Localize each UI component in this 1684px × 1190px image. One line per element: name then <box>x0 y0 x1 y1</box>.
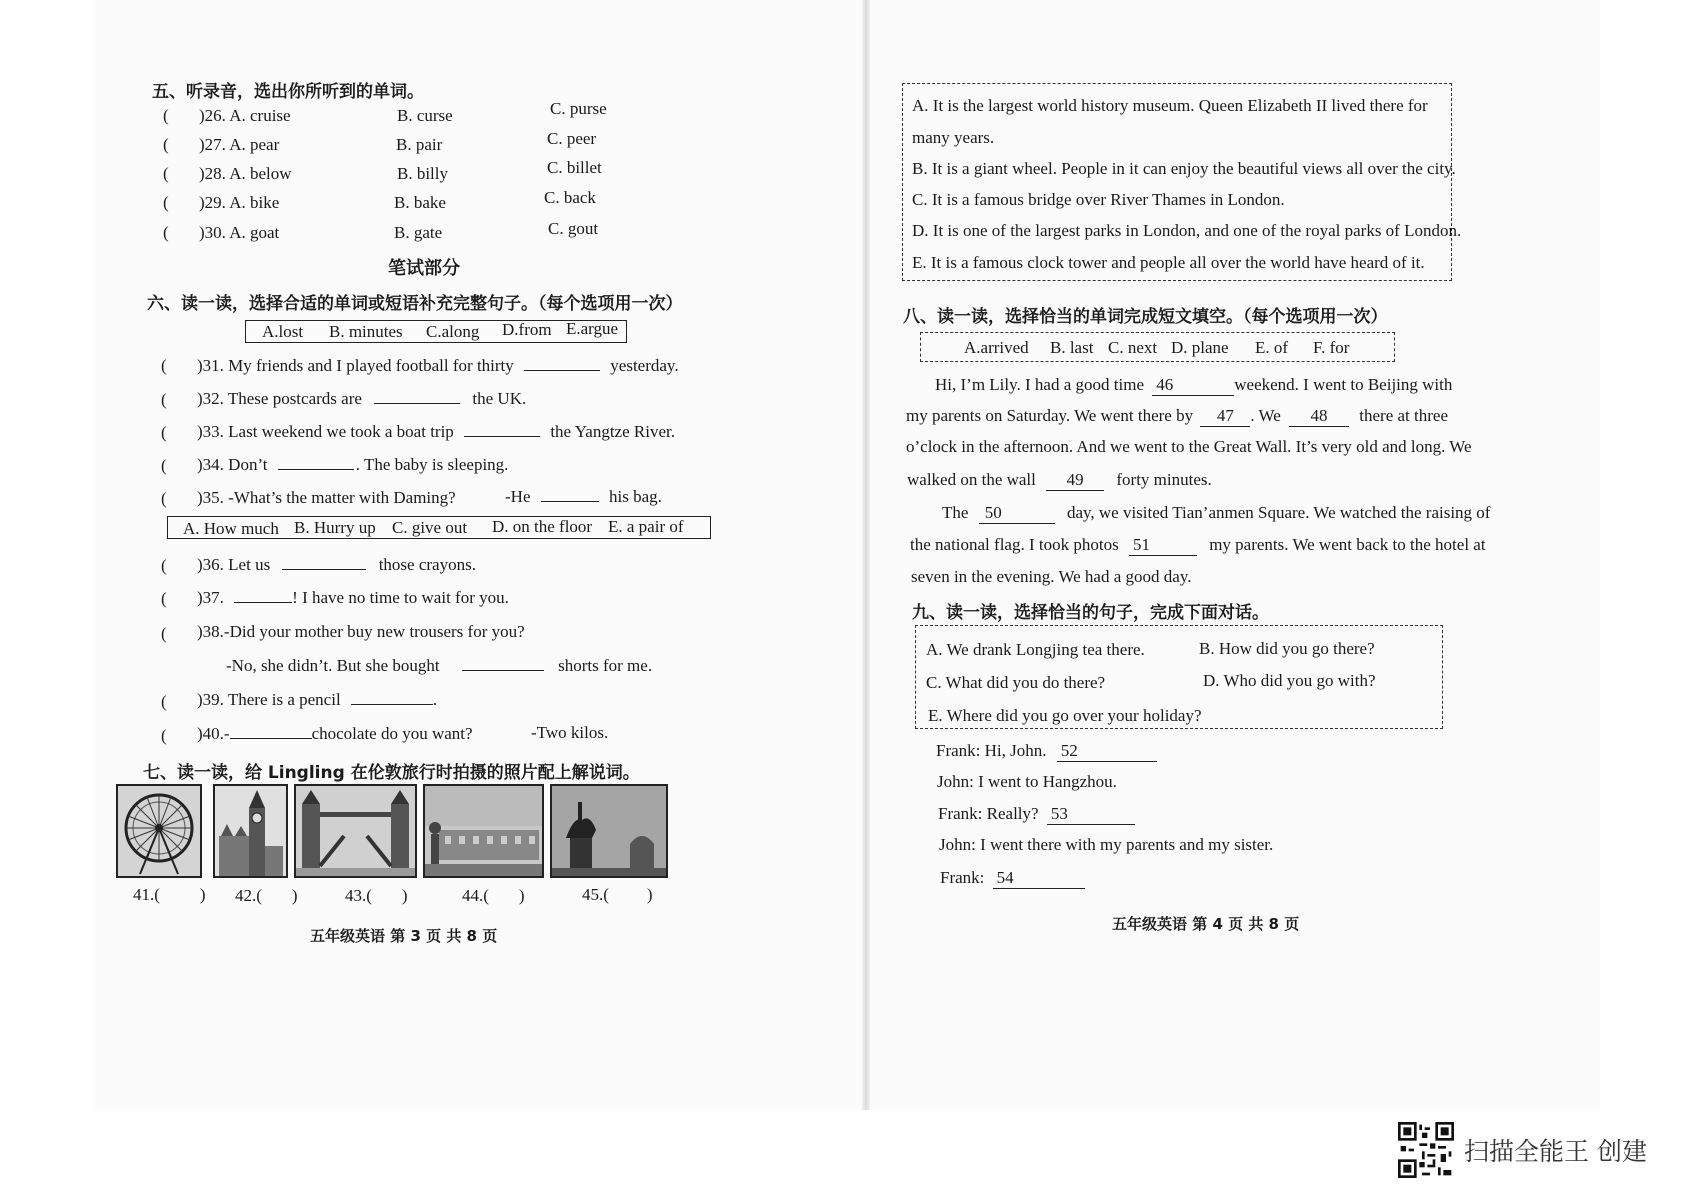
phrase-option: E. a pair of <box>608 517 684 536</box>
q37-text <box>197 588 509 608</box>
passage-text: weekend. I went to Beijing with <box>1234 375 1453 394</box>
scanner-watermark <box>1398 1122 1647 1178</box>
q35-suffix: his bag. <box>608 487 662 506</box>
blank-52[interactable]: 52 <box>1057 742 1157 762</box>
passage-text: my parents. We went back to the hotel at <box>1209 535 1486 554</box>
q38-blank[interactable] <box>462 670 544 671</box>
answer-bracket[interactable]: ( <box>163 223 169 242</box>
bridge-icon <box>296 786 415 876</box>
q38-answer <box>226 656 652 676</box>
blank-47[interactable]: 47 <box>1200 407 1250 427</box>
page-fold <box>862 0 870 1110</box>
buckingham-palace-photo <box>423 784 544 878</box>
answer-bracket[interactable]: ( <box>163 106 169 125</box>
phrase-option: D. on the floor <box>492 517 593 536</box>
q26-option-c: C. purse <box>550 99 607 118</box>
q27-option-c: C. peer <box>547 129 597 148</box>
q39-prefix: )39. There is a pencil <box>197 690 341 709</box>
q26-option-b: B. curse <box>397 106 453 125</box>
dialogue-line-4: John: I went there with my parents and my sister. <box>939 835 1274 854</box>
q40-blank[interactable] <box>230 738 312 739</box>
q30-label: )30. A. goat <box>199 223 280 242</box>
word-option: B. minutes <box>329 322 403 341</box>
blank-54[interactable]: 54 <box>993 869 1085 889</box>
q27-option-b: B. pair <box>396 135 443 154</box>
answer-bracket[interactable]: ( <box>161 726 167 745</box>
written-part-title: 笔试部分 <box>388 258 460 279</box>
passage-line-5 <box>942 503 1490 524</box>
q37-suffix: ! I have no time to wait for you. <box>292 588 509 607</box>
dialogue-option-d: D. Who did you go with? <box>1203 671 1376 690</box>
photo-41-label <box>133 885 206 905</box>
q26-label: )26. A. cruise <box>199 106 291 125</box>
page-4-footer: 五年级英语 第 4 页 共 8 页 <box>1112 915 1300 933</box>
q30-option-b: B. gate <box>394 223 443 242</box>
phrase-option: C. give out <box>392 518 468 537</box>
photo-42-label <box>235 886 298 906</box>
dialogue-line-5 <box>940 868 1085 889</box>
q32-prefix: )32. These postcards are <box>197 389 362 408</box>
passage-text: The <box>942 503 969 522</box>
q32-suffix: the UK. <box>472 389 527 408</box>
close-paren[interactable]: ) <box>199 885 206 904</box>
q29-option-b: B. bake <box>394 193 446 212</box>
q28-option-c: C. billet <box>547 158 602 177</box>
word-bank-box-2 <box>167 516 711 539</box>
passage-line-1 <box>935 375 1452 396</box>
q33-blank[interactable] <box>464 436 540 437</box>
word-option: E. of <box>1255 338 1289 357</box>
word-option: C.along <box>426 322 480 341</box>
passage-text: forty minutes. <box>1116 470 1212 489</box>
q40-prefix: )40.- <box>197 724 230 743</box>
qr-code-icon <box>1398 1122 1454 1178</box>
blank-51[interactable]: 51 <box>1129 536 1197 556</box>
dialogue-text: Frank: <box>940 868 985 887</box>
passage-line-2 <box>906 406 1448 427</box>
word-option: D.from <box>502 320 552 339</box>
q29-option-c: C. back <box>544 188 596 207</box>
q35-answer-prefix: -He <box>505 487 531 506</box>
passage-text: walked on the wall <box>907 470 1036 489</box>
london-eye-photo <box>116 784 202 878</box>
q33-suffix: the Yangtze River. <box>550 422 675 441</box>
photo-44-label <box>462 886 525 906</box>
q39-text <box>197 690 437 710</box>
section-6-title: 六、读一读，选择合适的单词或短语补充完整句子。（每个选项用一次） <box>147 294 683 314</box>
word-option: F. for <box>1313 338 1350 357</box>
photo-43-label <box>345 886 408 906</box>
passage-text: . We <box>1250 406 1281 425</box>
caption-a: A. It is the largest world history museum. Queen Elizabeth II lived there for <box>912 96 1428 115</box>
big-ben-photo <box>213 784 288 878</box>
dialogue-line-1 <box>936 741 1157 762</box>
answer-bracket[interactable]: ( <box>161 589 167 608</box>
close-paren[interactable]: ) <box>518 886 525 905</box>
q32-text <box>197 389 526 409</box>
close-paren[interactable]: ) <box>291 886 298 905</box>
blank-53[interactable]: 53 <box>1047 805 1135 825</box>
caption-c: C. It is a famous bridge over River Thames in London. <box>912 190 1285 209</box>
q36-suffix: those crayons. <box>378 555 476 574</box>
dialogue-line-3 <box>938 804 1135 825</box>
q40-suffix: chocolate do you want? <box>311 724 473 743</box>
caption-b: B. It is a giant wheel. People in it can enjoy the beautiful views all over the city. <box>912 159 1456 178</box>
answer-bracket[interactable]: ( <box>161 692 167 711</box>
answer-bracket[interactable]: ( <box>163 193 169 212</box>
dialogue-line-2: John: I went to Hangzhou. <box>937 772 1117 791</box>
q36-prefix: )36. Let us <box>197 555 271 574</box>
answer-bracket[interactable]: ( <box>161 624 167 643</box>
label-44: 44.( <box>462 886 489 905</box>
answer-bracket[interactable]: ( <box>161 556 167 575</box>
q38-answer-prefix: -No, she didn’t. But she bought <box>226 656 440 675</box>
caption-e: E. It is a famous clock tower and people all over the world have heard of it. <box>912 253 1425 272</box>
label-42: 42.( <box>235 886 262 905</box>
q38-question: )38.-Did your mother buy new trousers for you? <box>197 622 525 641</box>
section-7-caption-box <box>902 83 1462 281</box>
label-41: 41.( <box>133 885 160 904</box>
word-option: D. plane <box>1171 338 1229 357</box>
close-paren[interactable]: ) <box>401 886 408 905</box>
q39-blank[interactable] <box>351 704 433 705</box>
q39-suffix: . <box>432 690 438 709</box>
q33-text <box>197 422 675 442</box>
phrase-option: B. Hurry up <box>294 518 376 537</box>
dialogue-options-box <box>915 625 1443 729</box>
blank-48[interactable]: 48 <box>1289 407 1349 427</box>
phrase-option: A. How much <box>183 519 279 538</box>
q33-prefix: )33. Last weekend we took a boat trip <box>197 422 454 441</box>
word-option: A.lost <box>262 322 304 341</box>
q34-blank[interactable] <box>278 469 354 470</box>
q37-prefix: )37. <box>197 588 224 607</box>
word-option: E.argue <box>566 319 619 338</box>
q29-label: )29. A. bike <box>199 193 280 212</box>
statue-icon <box>552 786 666 876</box>
q35-answer <box>505 487 662 507</box>
word-option: C. next <box>1108 338 1158 357</box>
close-paren[interactable]: ) <box>646 885 653 904</box>
q28-option-b: B. billy <box>397 164 449 183</box>
dialogue-option-a: A. We drank Longjing tea there. <box>926 640 1145 659</box>
passage-line-6 <box>910 535 1486 556</box>
answer-bracket[interactable]: ( <box>161 356 167 375</box>
q36-blank[interactable] <box>282 569 366 570</box>
section-8-title: 八、读一读，选择恰当的单词完成短文填空。（每个选项用一次） <box>903 307 1388 327</box>
q35-question: )35. -What’s the matter with Daming? <box>197 488 456 507</box>
word-option: B. last <box>1050 338 1094 357</box>
q34-text <box>197 455 508 475</box>
section-7-title: 七、读一读，给 Lingling 在伦敦旅行时拍摄的照片配上解说词。 <box>143 763 640 783</box>
label-43: 43.( <box>345 886 372 905</box>
passage-text: my parents on Saturday. We went there by <box>906 406 1194 425</box>
q31-text <box>197 356 679 376</box>
q31-suffix: yesterday. <box>610 356 679 375</box>
park-statue-photo <box>550 784 668 878</box>
answer-bracket[interactable]: ( <box>161 390 167 409</box>
q34-prefix: )34. Don’t <box>197 455 268 474</box>
q31-blank[interactable] <box>524 370 600 371</box>
clock-tower-icon <box>215 786 286 876</box>
scanner-app-label: 扫描全能王 创建 <box>1464 1137 1647 1166</box>
q38-suffix: shorts for me. <box>558 656 653 675</box>
q30-option-c: C. gout <box>548 219 599 238</box>
word-bank-box-3 <box>920 332 1395 362</box>
q36-text <box>197 555 476 575</box>
dialogue-text: Frank: Really? <box>938 804 1039 823</box>
passage-text: day, we visited Tian’anmen Square. We watched the raising of <box>1066 503 1491 522</box>
ferris-wheel-icon <box>118 786 200 876</box>
q40-text <box>197 724 473 744</box>
caption-d: D. It is one of the largest parks in London, and one of the royal parks of London. <box>912 221 1462 240</box>
dialogue-text: Frank: Hi, John. <box>936 741 1047 760</box>
page-3-footer: 五年级英语 第 3 页 共 8 页 <box>310 927 498 945</box>
passage-line-4 <box>907 470 1212 491</box>
word-bank-box-1 <box>245 320 627 343</box>
section-9-title: 九、读一读，选择恰当的句子，完成下面对话。 <box>912 603 1269 623</box>
blank-49[interactable]: 49 <box>1046 471 1104 491</box>
dialogue-option-e: E. Where did you go over your holiday? <box>928 706 1202 725</box>
answer-bracket[interactable]: ( <box>161 489 167 508</box>
q27-label: )27. A. pear <box>199 135 280 154</box>
answer-bracket[interactable]: ( <box>163 135 169 154</box>
answer-bracket[interactable]: ( <box>161 423 167 442</box>
q37-blank[interactable] <box>234 602 292 603</box>
q35-blank[interactable] <box>541 501 599 502</box>
blank-50[interactable]: 50 <box>979 504 1055 524</box>
answer-bracket[interactable]: ( <box>163 164 169 183</box>
caption-a-cont: many years. <box>912 128 995 147</box>
passage-text: there at three <box>1359 406 1448 425</box>
q34-suffix: . The baby is sleeping. <box>355 455 509 474</box>
passage-line-7: seven in the evening. We had a good day. <box>911 567 1192 586</box>
q31-prefix: )31. My friends and I played football for thirty <box>197 356 514 375</box>
passage-text: the national flag. I took photos <box>910 535 1119 554</box>
blank-46[interactable]: 46 <box>1152 376 1234 396</box>
tower-bridge-photo <box>294 784 417 878</box>
q40-answer: -Two kilos. <box>531 723 609 742</box>
passage-line-3: o’clock in the afternoon. And we went to the Great Wall. It’s very old and long. We <box>906 437 1472 456</box>
q32-blank[interactable] <box>374 403 460 404</box>
label-45: 45.( <box>582 885 609 904</box>
word-option: A.arrived <box>964 338 1029 357</box>
passage-text: Hi, I’m Lily. I had a good time <box>935 375 1144 394</box>
q28-label: )28. A. below <box>199 164 292 183</box>
photo-45-label <box>582 885 653 905</box>
answer-bracket[interactable]: ( <box>161 456 167 475</box>
section-5-title: 五、听录音，选出你所听到的单词。 <box>152 82 424 102</box>
dialogue-option-b: B. How did you go there? <box>1199 639 1375 658</box>
dialogue-option-c: C. What did you do there? <box>926 673 1106 692</box>
palace-icon <box>425 786 542 876</box>
